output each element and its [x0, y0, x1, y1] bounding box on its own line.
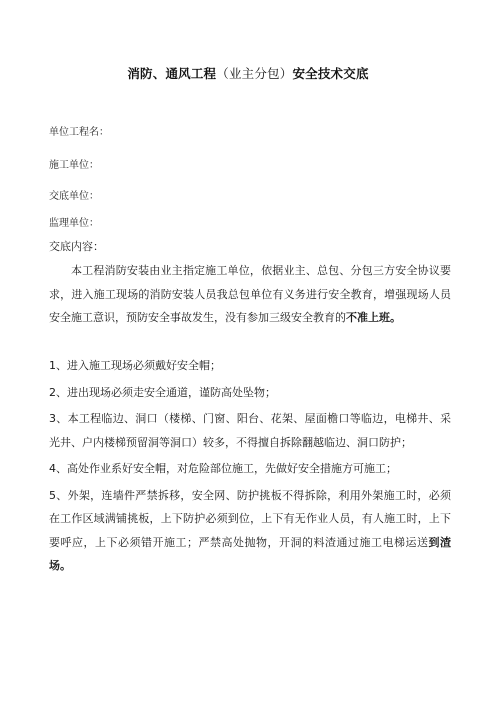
- safety-rules-list: [49, 354, 451, 581]
- intro-bold-tail: 不准上班。: [346, 311, 401, 324]
- project-name-label: 单位工程名：: [49, 127, 109, 138]
- list-item: [49, 484, 451, 578]
- title-main: 消防、通风工程: [127, 66, 217, 81]
- list-item: [49, 457, 451, 481]
- list-item: [49, 381, 451, 405]
- title-sub: （业主分包）: [216, 66, 293, 81]
- list-item-text: 5、外架，连墙件严禁拆移，安全网、防护挑板不得拆除，利用外架施工时，必须在工作区域满铺挑板，上下防护必须到位，上下有无作业人员，有人施工时，上下要呼应，上下必须错开施工；严禁高处抛物，开洞的料渣通过施工电梯运送: [49, 488, 451, 549]
- intro-text: 本工程消防安装由业主指定施工单位，依据业主、总包、分包三方安全协议要求，进入施工现场的消防安装人员我总包单位有义务进行安全教育，增强现场人员安全施工意识，预防安全事故发生，没有参加三级安全教育的: [49, 264, 451, 324]
- list-item: [49, 354, 451, 378]
- list-item-text: 2、进出现场必须走安全通道，谨防高处坠物；: [49, 385, 276, 399]
- list-item: [49, 407, 451, 454]
- document-title: [0, 64, 496, 82]
- briefing-content-label: 交底内容：: [49, 240, 104, 253]
- list-item-text: 4、高处作业系好安全帽，对危险部位施工，先做好安全措施方可施工；: [49, 462, 397, 475]
- list-item-bold-tail: 到渣场。: [49, 535, 451, 572]
- supervisor-label: 监理单位：: [49, 218, 99, 229]
- briefing-unit-label: 交底单位：: [49, 191, 99, 202]
- contractor-label: 施工单位：: [49, 160, 99, 171]
- list-item-text: 1、进入施工现场必须戴好安全帽；: [49, 359, 221, 372]
- intro-paragraph: [49, 259, 451, 330]
- title-tail: 安全技术交底: [292, 66, 369, 81]
- list-item-text: 3、本工程临边、洞口（楼梯、门窗、阳台、花架、屋面檐口等临边，电梯井、采光井、户内楼梯预留洞等洞口）较多，不得擅自拆除翻越临边、洞口防护；: [49, 412, 451, 449]
